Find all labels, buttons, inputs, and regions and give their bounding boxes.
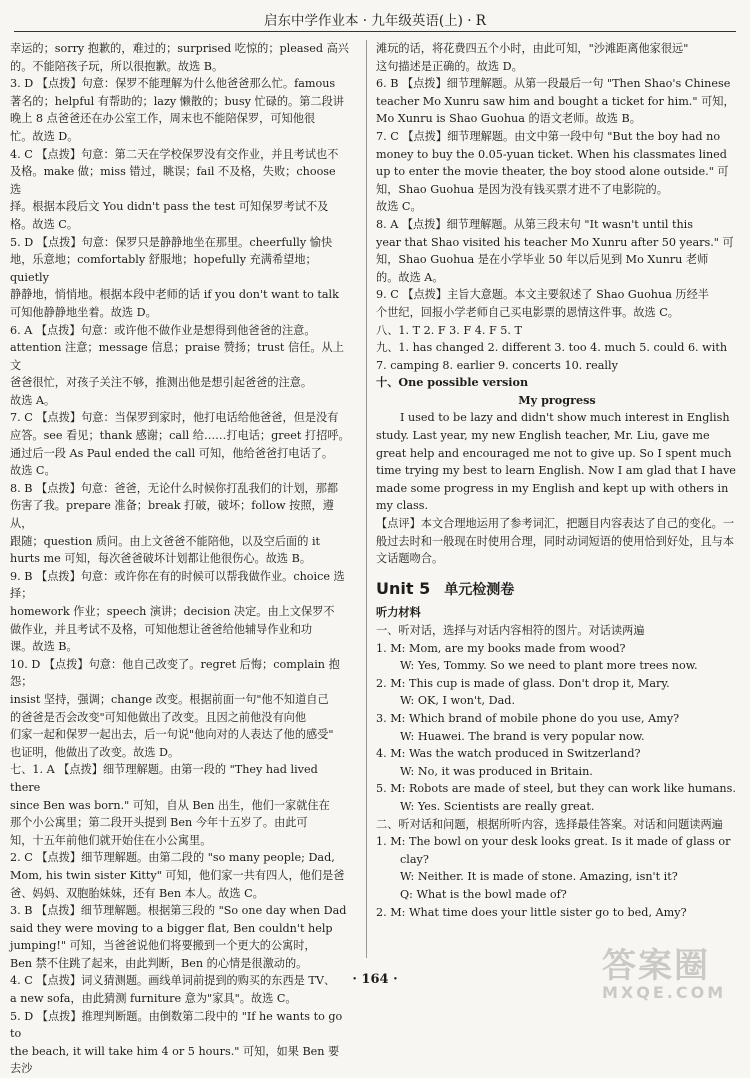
listening-line: 2. M: This cup is made of glass. Don't drop it, Mary. [376,676,670,690]
answer-line: 通过后一段 As Paul ended the call 可知，他给爸爸打电话了。 [10,446,334,460]
listening-line: 4. M: Was the watch produced in Switzerland? [376,747,641,761]
answer-line: 这句描述是正确的。故选 D。 [376,59,523,73]
answer-line: 3. D 【点拨】句意：保罗不能理解为什么他爸爸那么忙。famous [10,77,336,91]
answer-line: 晚上 8 点爸爸还在办公室工作，周末也不能陪保罗，可知他很 [10,112,316,126]
watermark-logo: 答案圈 MXQE.COM [602,946,727,1002]
listening-line: W: Yes. Scientists are really great. [400,799,595,813]
listening-line: W: Neither. It is made of stone. Amazing, isn't it? [400,870,678,884]
answer-line: a new sofa，由此猜测 furniture 意为"家具"。故选 C。 [10,992,297,1006]
answer-line: 8. A 【点拨】细节理解题。从第三段末句 "It wasn't until this [376,217,693,231]
answer-line: the beach, it will take him 4 or 5 hours." 可知，如果 Ben 要去沙 [10,1044,340,1076]
answer-line: 6. A 【点拨】句意：或许他不做作业是想得到他爸爸的注意。 [10,323,316,337]
answer-line: insist 坚持，强调；change 改变。根据前面一句"他不知道自己 [10,692,329,706]
answer-line: Mom, his twin sister Kitty" 可知，他们家一共有四人，他们是爸 [10,868,345,882]
answer-line: 9. B 【点拨】句意：或许你在有的时候可以帮我做作业。choice 选择； [10,569,345,601]
answer-line: hurts me 可知，每次爸爸破坏计划都让他很伤心。故选 B。 [10,552,312,566]
answer-line: 的。不能陪孩子玩，所以很抱歉。故选 B。 [10,59,224,73]
answer-line: 七、1. A 【点拨】细节理解题。由第一段的 "They had lived there [10,763,318,794]
essay-title: My progress [518,392,596,407]
column-divider [366,40,367,958]
answer-line: 著名的；helpful 有帮助的；lazy 懒散的；busy 忙碌的。第二段讲 [10,94,344,108]
answer-line: 格。故选 C。 [10,217,79,231]
answer-line: 7. C 【点拨】句意：当保罗到家时，他打电话给他爸爸，但是没有 [10,411,339,425]
answer-line: Mo Xunru is Shao Guohua 的语文老师。故选 B。 [376,112,641,126]
answer-line: attention 注意；message 信息；praise 赞扬；trust 信任。从上文 [10,341,344,372]
answer-line: 个世纪，回报小学老师自己买电影票的恩情这件事。故选 C。 [376,305,679,319]
answer-line: year that Shao visited his teacher Mo Xunru after 50 years." 可 [376,235,734,249]
answer-line: 10. D 【点拨】句意：他自己改变了。regret 后悔；complain 抱怨； [10,657,340,689]
answer-line: 忙。故选 D。 [10,129,79,143]
page-number: · 164 · [352,972,398,987]
answer-line: 故选 C。 [10,464,56,478]
answer-line: 7. C 【点拨】细节理解题。由文中第一段中句 "But the boy had no [376,129,721,143]
listening-section-1: 一、听对话，选择与对话内容相符的图片。对话读两遍 [376,624,645,637]
answer-line: 的爸爸是否会改变"可知他做出了改变。且因之前他没有向他 [10,710,307,724]
answer-line: 滩玩的话，将花费四五个小时，由此可知，"沙滩距离他家很远" [376,42,689,55]
answer-line: 那个小公寓里；第二段开头提到 Ben 今年十五岁了。由此可 [10,816,308,830]
right-column [376,40,738,921]
page-header [0,0,750,34]
answer-line: 及格。make 做；miss 错过，眺误；fail 不及格，失败；choose 选 [10,165,336,196]
answer-line: Ben 禁不住跳了起来，由此判断，Ben 的心情是很激动的。 [10,956,308,970]
listening-line: 1. M: The bowl on your desk looks great. Is it made of glass or [376,835,731,849]
answer-line: 可知他静静地坐着。故选 D。 [10,305,157,319]
essay-comment: 【点评】本文合理地运用了参考词汇，把题目内容表达了自己的变化。一般过去时和一般现在时使用合理，同时动词短语的使用恰到好处，且与本文话题吻合。 [376,517,735,566]
unit-name: Unit 5 [376,578,431,598]
answer-line: teacher Mo Xunru saw him and bought a ticket for him." 可知， [376,94,735,108]
answer-line: 地，乐意地；comfortably 舒服地；hopefully 充满希望地；quietly [10,253,317,284]
listening-line: 1. M: Mom, are my books made from wood? [376,641,626,655]
answer-line: 9. C 【点拨】主旨大意题。本文主要叙述了 Shao Guohua 历经半 [376,288,709,302]
answer-line: 课。故选 B。 [10,640,78,654]
answer-line: 九、1. has changed 2. different 3. too 4. much 5. could 6. with [376,341,728,355]
answer-line: 5. D 【点拨】句意：保罗只是静静地坐在那里。cheerfully 愉快 [10,235,333,249]
listening-line: clay? [400,852,429,866]
answer-line: homework 作业；speech 演讲；decision 决定。由上文保罗不 [10,605,335,618]
answer-line: 八、1. T 2. F 3. F 4. F 5. T [376,323,522,337]
answer-line: 十、One possible version [376,375,529,390]
answer-line: 5. D 【点拨】推理判断题。由倒数第二段中的 "If he wants to go to [10,1009,343,1041]
answer-line: 们家一起和保罗一起出去，后一句说"他向对的人表达了他的感受" [10,728,334,742]
answer-line: money to buy the 0.05-yuan ticket. When his classmates lined [376,147,727,161]
listening-heading: 听力材料 [376,605,421,620]
answer-line: 静静地，悄悄地。根据本段中老师的话 if you don't want to talk [10,288,339,302]
listening-line: 5. M: Robots are made of steel, but they can work like humans. [376,782,736,796]
essay-body: I used to be lazy and didn't show much interest in English study. Last year, my new English teacher, Mr. Liu, gave me great help and encouraged me not to give up. So I spent much time trying my best to learn English. Now I am glad that I have made some progress in my English and kept up with others in my class. [376,411,736,513]
answer-line: said they were moving to a bigger flat, Ben couldn't help [10,921,333,935]
answer-line: 也证明，他做出了改变。故选 D。 [10,745,180,759]
left-column [10,40,350,1078]
answer-line: up to enter the movie theater, the boy stood alone outside." 可 [376,165,729,179]
listening-line: W: No, it was produced in Britain. [400,764,593,778]
answer-line: 伤害了我。prepare 准备；break 打破，破坏；follow 按照，遵从， [10,499,334,531]
listening-line: W: Yes, Tommy. So we need to plant more trees now. [400,659,698,673]
listening-line: Q: What is the bowl made of? [400,887,567,901]
listening-line: 2. M: What time does your little sister go to bed, Amy? [376,905,687,919]
listening-line: W: OK, I won't, Dad. [400,694,516,708]
answer-line: 6. B 【点拨】细节理解题。从第一段最后一句 "Then Shao's Chinese [376,77,731,91]
answer-line: 知，Shao Guohua 是因为没有钱买票才进不了电影院的。 [376,182,668,196]
answer-line: 知，Shao Guohua 是在小学毕业 50 年以后见到 Mo Xunru 老师 [376,253,709,267]
answer-line: 知，十五年前他们就开始住在小公寓里。 [10,833,212,847]
answer-line: jumping!" 可知，当爸爸说他们将要搬到一个更大的公寓时， [10,939,316,953]
answer-line: 故选 C。 [376,200,422,214]
header-title: 启东中学作业本 · 九年级英语(上) · R [264,13,486,29]
answer-line: 择。根据本段后文 You didn't pass the test 可知保罗考试不及 [10,200,329,214]
answer-line: 2. C 【点拨】细节理解题。由第二段的 "so many people; Dad, [10,851,335,865]
answer-line: 3. B 【点拨】细节理解题。根据第三段的 "So one day when Dad [10,904,347,918]
answer-line: 4. C 【点拨】词义猜测题。画线单词前提到的购买的东西是 TV、 [10,974,336,988]
answer-line: 的。故选 A。 [376,270,444,284]
listening-line: 3. M: Which brand of mobile phone do you use, Amy? [376,711,680,725]
answer-line: 应答。see 看见；thank 感谢；call 给……打电话；greet 打招呼。 [10,429,350,443]
header-rule [14,31,736,32]
unit-heading [376,580,738,600]
answer-line: 爸、妈妈、双胞胎妹妹，还有 Ben 本人。故选 C。 [10,886,264,900]
answer-line: 7. camping 8. earlier 9. concerts 10. really [376,358,618,372]
unit-subtitle: 单元检测卷 [444,581,515,598]
answer-line: 爸爸很忙，对孩子关注不够，推测出他是想引起爸爸的注意。 [10,376,313,390]
listening-section-2: 二、听对话和问题，根据所听内容，选择最佳答案。对话和问题读两遍 [376,817,723,831]
answer-line: 做作业，并且考试不及格，可知他想让爸爸给他辅导作业和功 [10,622,313,636]
answer-line: 幸运的；sorry 抱歉的，难过的；surprised 吃惊的；pleased 高兴 [10,42,349,55]
answer-line: 8. B 【点拨】句意：爸爸，无论什么时候你打乱我们的计划，那都 [10,481,339,495]
answer-line: 故选 A。 [10,393,56,407]
answer-line: 跟随；question 质问。由上文爸爸不能陪他，以及空后面的 it [10,534,321,548]
answer-line: 4. C 【点拨】句意：第二天在学校保罗没有交作业，并且考试也不 [10,147,339,161]
listening-line: W: Huawei. The brand is very popular now. [400,729,645,743]
answer-line: since Ben was born." 可知，自从 Ben 出生，他们一家就住在 [10,798,330,812]
